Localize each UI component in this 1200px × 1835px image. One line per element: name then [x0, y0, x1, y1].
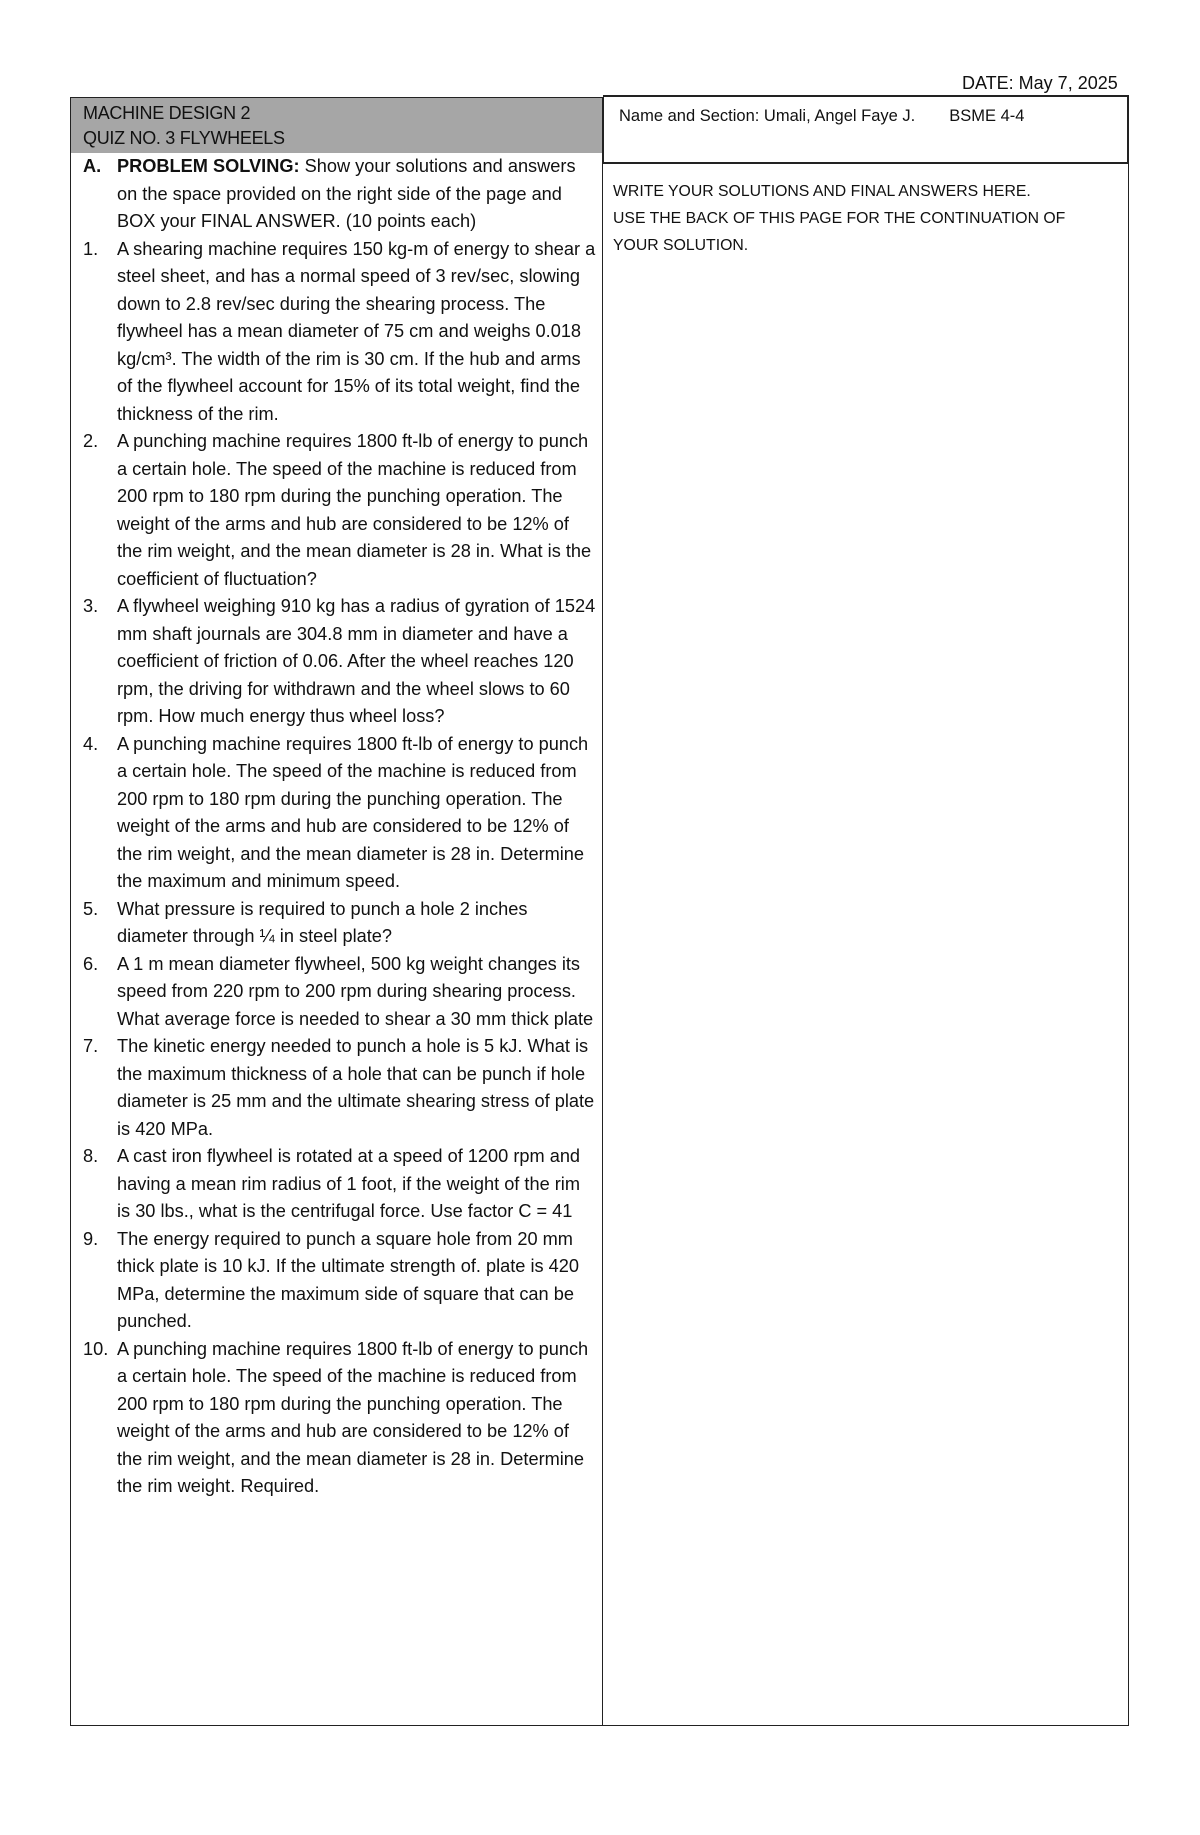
- name-label: Name and Section: Umali, Angel Faye J.: [619, 107, 916, 125]
- problem-number: 4.: [83, 733, 99, 754]
- problem-item: [83, 1143, 596, 1226]
- problem-text: A flywheel weighing 910 kg has a radius of gyration of 1524 mm shaft journals are 304.8 mm in diameter and have a coefficient of friction of 0.06. After the wheel reaches 120 rpm, the driving for withdrawn and the wheel slows to 60 rpm. How much energy thus wheel loss?: [117, 596, 596, 726]
- problem-item: [83, 593, 596, 731]
- instructions-marker: A.: [83, 156, 102, 176]
- problem-text: The kinetic energy needed to punch a hole is 5 kJ. What is the maximum thickness of a hole that can be punch if hole diameter is 25 mm and the ultimate shearing stress of plate is 420 MPa.: [117, 1036, 595, 1139]
- problem-text: What pressure is required to punch a hole 2 inches diameter through ¼ in steel plate?: [117, 898, 528, 946]
- problem-item: [83, 428, 596, 593]
- problem-number: 10.: [83, 1338, 109, 1359]
- instructions-heading: PROBLEM SOLVING:: [117, 156, 300, 176]
- section-label: BSME 4-4: [949, 107, 1025, 125]
- problem-text: A shearing machine requires 150 kg-m of energy to shear a steel sheet, and has a normal speed of 3 rev/sec, slowing down to 2.8 rev/sec during the shearing process. The flywheel has a mean diameter of 75 cm and weighs 0.018 kg/cm³. The width of the rim is 30 cm. If the hub and arms of the flywheel account for 15% of its total weight, find the thickness of the rim.: [117, 238, 596, 424]
- problem-item: [83, 1033, 596, 1143]
- quiz-title: QUIZ NO. 3 FLYWHEELS: [83, 128, 285, 148]
- problem-number: 8.: [83, 1146, 99, 1166]
- instructions: [83, 153, 596, 236]
- problem-item: [83, 236, 596, 429]
- problem-text: A punching machine requires 1800 ft-lb of energy to punch a certain hole. The speed of the machine is reduced from 200 rpm to 180 rpm during the punching operation. The weight of the arms and hub are considered to be 12% of the rim weight, and the mean diameter is 28 in. Determine the rim weight. Required.: [117, 1338, 589, 1496]
- problem-text: The energy required to punch a square hole from 20 mm thick plate is 10 kJ. If the ultimate strength of. plate is 420 MPa, determine the maximum side of square that can be punched.: [117, 1228, 580, 1331]
- solution-area[interactable]: [603, 164, 1129, 1726]
- problem-number: 7.: [83, 1036, 99, 1056]
- problem-item: [83, 731, 596, 896]
- quiz-date: DATE: May 7, 2025: [962, 73, 1118, 93]
- problem-text: A punching machine requires 1800 ft-lb of energy to punch a certain hole. The speed of the machine is reduced from 200 rpm to 180 rpm during the punching operation. The weight of the arms and hub are considered to be 12% of the rim weight, and the mean diameter is 28 in. Determine the maximum and minimum speed.: [117, 733, 589, 891]
- solution-instruction-line: YOUR SOLUTION.: [613, 237, 749, 254]
- problem-item: [83, 1226, 596, 1336]
- quiz-header: [71, 98, 602, 153]
- problem-number: 1.: [83, 238, 99, 259]
- solution-instruction-line: WRITE YOUR SOLUTIONS AND FINAL ANSWERS HERE.: [613, 183, 1031, 200]
- problem-number: 9.: [83, 1228, 99, 1249]
- problem-number: 3.: [83, 596, 99, 616]
- course-title: MACHINE DESIGN 2: [83, 103, 251, 123]
- problem-text: A 1 m mean diameter flywheel, 500 kg weight changes its speed from 220 rpm to 200 rpm during shearing process. What average force is needed to shear a 30 mm thick plate: [117, 953, 594, 1029]
- problem-text: A punching machine requires 1800 ft-lb of energy to punch a certain hole. The speed of the machine is reduced from 200 rpm to 180 rpm during the punching operation. The weight of the arms and hub are considered to be 12% of the rim weight, and the mean diameter is 28 in. What is the coefficient of fluctuation?: [117, 431, 592, 589]
- problem-number: 6.: [83, 953, 99, 974]
- problem-item: [83, 1336, 596, 1501]
- name-section-box: [603, 95, 1129, 164]
- problems: [83, 236, 596, 1501]
- instructions-text: Show your solutions and answers on the space provided on the right side of the page and BOX your FINAL ANSWER. (10 points each): [117, 156, 576, 231]
- solution-instruction-line: USE THE BACK OF THIS PAGE FOR THE CONTINUATION OF: [613, 210, 1066, 227]
- problem-list: [71, 153, 602, 1501]
- problem-item: [83, 951, 596, 1034]
- problem-number: 5.: [83, 898, 99, 919]
- problem-number: 2.: [83, 431, 99, 451]
- problem-item: [83, 896, 596, 951]
- problem-text: A cast iron flywheel is rotated at a speed of 1200 rpm and having a mean rim radius of 1 foot, if the weight of the rim is 30 lbs., what is the centrifugal force. Use factor C = 41: [117, 1146, 581, 1221]
- questions-column: [70, 97, 603, 1726]
